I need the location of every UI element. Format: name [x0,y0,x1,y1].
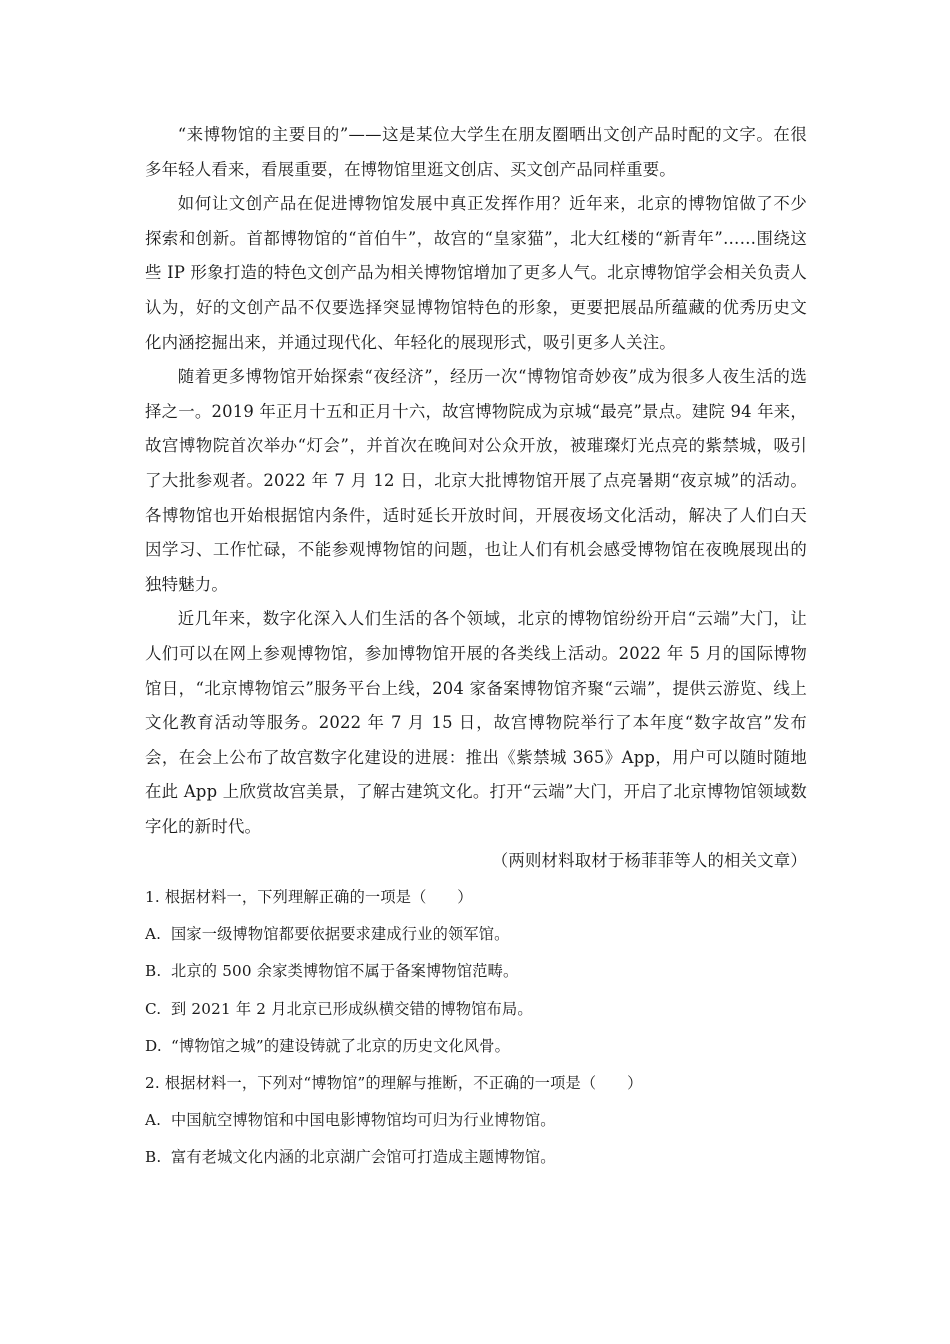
option-letter: D. [145,1036,162,1055]
option-text: 国家一级博物馆都要依据要求建成行业的领军馆。 [171,925,510,944]
option-letter: A. [145,925,162,944]
option-c [145,991,807,1028]
option-text: 到 2021 年 2 月北京已形成纵横交错的博物馆布局。 [171,999,533,1018]
question-1 [145,879,807,1065]
option-letter: B. [145,1148,162,1167]
option-a [145,916,807,953]
question-2 [145,1065,807,1177]
option-letter: B. [145,962,162,981]
option-b [145,953,807,990]
document-page [145,118,807,1177]
question-stem: 2. 根据材料一，下列对“博物馆”的理解与推断，不正确的一项是（ ） [145,1074,643,1093]
paragraph-3: 随着更多博物馆开始探索“夜经济”，经历一次“博物馆奇妙夜”成为很多人夜生活的选择之一。2019 年正月十五和正月十六，故宫博物院成为京城“最亮”景点。建院 94 年来，故宫博物院首次举办“灯会”，并首次在晚间对公众开放，被璀璨灯光点亮的紫禁城，吸引了大批参观者。2022 年 7 月 12 日，北京大批博物馆开展了点亮暑期“夜京城”的活动。各博物馆也开始根据馆内条件，适时延长开放时间，开展夜场文化活动，解决了人们白天因学习、工作忙碌，不能参观博物馆的问题，也让人们有机会感受博物馆在夜晚展现出的独特魅力。 [145,367,807,594]
option-a [145,1102,807,1139]
option-d [145,1028,807,1065]
option-text: 中国航空博物馆和中国电影博物馆均可归为行业博物馆。 [171,1111,556,1130]
option-text: 富有老城文化内涵的北京湖广会馆可打造成主题博物馆。 [171,1148,556,1167]
paragraph-1: “来博物馆的主要目的”——这是某位大学生在朋友圈晒出文创产品时配的文字。在很多年轻人看来，看展重要，在博物馆里逛文创店、买文创产品同样重要。 [145,125,807,179]
option-text: 北京的 500 余家类博物馆不属于备案博物馆范畴。 [171,962,519,981]
option-b [145,1139,807,1176]
option-letter: C. [145,999,162,1018]
source-note: （两则材料取材于杨菲菲等人的相关文章） [491,851,807,871]
option-text: “博物馆之城”的建设铸就了北京的历史文化风骨。 [171,1036,511,1055]
question-stem: 1. 根据材料一，下列理解正确的一项是（ ） [145,888,473,907]
paragraph-2: 如何让文创产品在促进博物馆发展中真正发挥作用？近年来，北京的博物馆做了不少探索和创新。首都博物馆的“首伯牛”，故宫的“皇家猫”，北大红楼的“新青年”……围绕这些 IP 形象打造的特色文创产品为相关博物馆增加了更多人气。北京博物馆学会相关负责人认为，好的文创产品不仅要选择突显博物馆特色的形象，更要把展品所蕴藏的优秀历史文化内涵挖掘出来，并通过现代化、年轻化的展现形式，吸引更多人关注。 [145,194,807,352]
option-letter: A. [145,1111,162,1130]
paragraph-4: 近几年来，数字化深入人们生活的各个领域，北京的博物馆纷纷开启“云端”大门，让人们可以在网上参观博物馆，参加博物馆开展的各类线上活动。2022 年 5 月的国际博物馆日，“北京博物馆云”服务平台上线，204 家备案博物馆齐聚“云端”，提供云游览、线上文化教育活动等服务。2022 年 7 月 15 日，故宫博物院举行了本年度“数字故宫”发布会，在会上公布了故宫数字化建设的进展：推出《紫禁城 365》App，用户可以随时随地在此 App 上欣赏故宫美景，了解古建筑文化。打开“云端”大门，开启了北京博物馆领域数字化的新时代。 [145,609,807,836]
